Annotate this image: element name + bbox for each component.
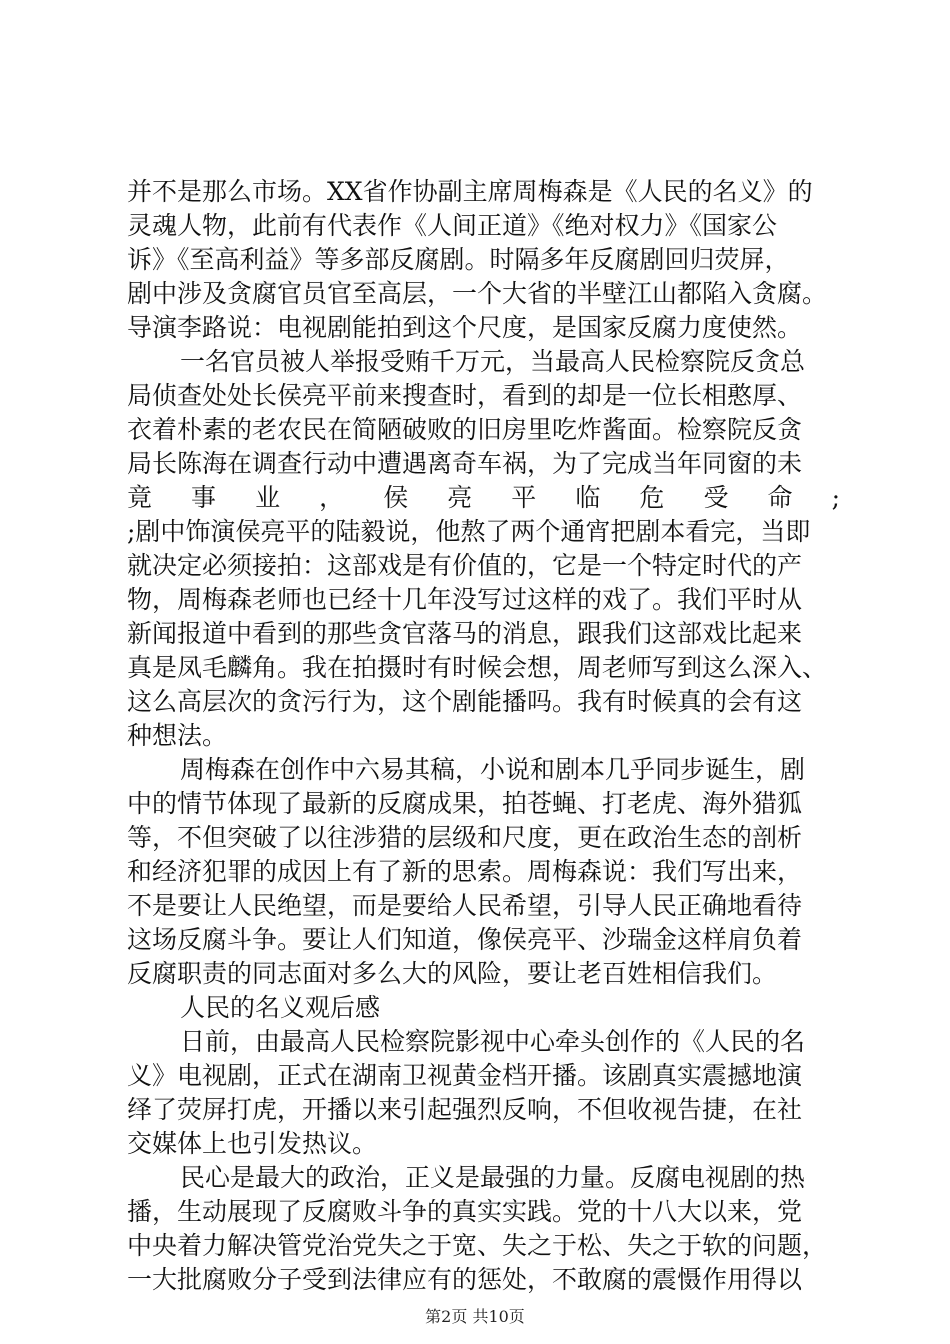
text-line: 等，不但突破了以往涉猎的层级和尺度，更在政治生态的剖析 <box>127 823 803 852</box>
text-line: 灵魂人物，此前有代表作《人间正道》《绝对权力》《国家公 <box>127 211 778 240</box>
paragraph-start-line: 一名官员被人举报受贿千万元，当最高人民检察院反贪总 <box>180 347 806 376</box>
text-line: 这场反腐斗争。要让人们知道，像侯亮平、沙瑞金这样肩负着 <box>127 925 803 954</box>
text-line: 并不是那么市场。XX省作协副主席周梅森是《人民的名义》的 <box>127 177 813 206</box>
text-line: 一大批腐败分子受到法律应有的惩处，不敢腐的震慑作用得以 <box>127 1265 803 1294</box>
text-line: 义》电视剧，正式在湖南卫视黄金档开播。该剧真实震撼地演 <box>127 1061 803 1090</box>
paragraph-start-line: 周梅森在创作中六易其稿，小说和剧本几乎同步诞生，剧 <box>180 755 806 784</box>
text-line: 衣着朴素的老农民在简陋破败的旧房里吃炸酱面。检察院反贪 <box>127 415 803 444</box>
text-line: 诉》《至高利益》等多部反腐剧。时隔多年反腐剧回归荧屏， <box>127 245 790 274</box>
text-line: 局长陈海在调查行动中遭遇离奇车祸，为了完成当年同窗的未 <box>127 449 803 478</box>
text-line: 反腐职责的同志面对多么大的风险，要让老百姓相信我们。 <box>127 959 778 988</box>
text-line: ;剧中饰演侯亮平的陆毅说，他熬了两个通宵把剧本看完，当即 <box>127 517 811 546</box>
text-line: 中的情节体现了最新的反腐成果，拍苍蝇、打老虎、海外猎狐 <box>127 789 803 818</box>
text-line: 物，周梅森老师也已经十几年没写过这样的戏了。我们平时从 <box>127 585 803 614</box>
text-line: 交媒体上也引发热议。 <box>127 1129 378 1158</box>
text-line: 播，生动展现了反腐败斗争的真实实践。党的十八大以来，党 <box>127 1197 803 1226</box>
text-line: 绎了荧屏打虎，开播以来引起强烈反响，不但收视告捷，在社 <box>127 1095 803 1124</box>
text-line: 和经济犯罪的成因上有了新的思索。周梅森说：我们写出来， <box>127 857 803 886</box>
text-line: 局侦查处处长侯亮平前来搜查时，看到的却是一位长相憨厚、 <box>127 381 803 410</box>
paragraph-start-line: 日前，由最高人民检察院影视中心牵头创作的《人民的名 <box>180 1027 806 1056</box>
paragraph-start-line: 民心是最大的政治，正义是最强的力量。反腐电视剧的热 <box>180 1163 806 1192</box>
section-heading: 人民的名义观后感 <box>180 993 381 1022</box>
text-line: 不是要让人民绝望，而是要给人民希望，引导人民正确地看待 <box>127 891 803 920</box>
text-line: 就决定必须接拍：这部戏是有价值的，它是一个特定时代的产 <box>127 551 803 580</box>
page-number-footer: 第2页 共10页 <box>425 1307 525 1326</box>
text-line: 导演李路说：电视剧能拍到这个尺度，是国家反腐力度使然。 <box>127 313 803 342</box>
text-line: 剧中涉及贪腐官员官至高层，一个大省的半壁江山都陷入贪腐。 <box>127 279 828 308</box>
text-line: 新闻报道中看到的那些贪官落马的消息，跟我们这部戏比起来 <box>127 619 803 648</box>
text-line: 真是凤毛麟角。我在拍摄时有时候会想，周老师写到这么深入、 <box>127 653 828 682</box>
text-line: 中央着力解决管党治党失之于宽、失之于松、失之于软的问题， <box>127 1231 828 1260</box>
text-line: 种想法。 <box>127 721 228 750</box>
text-line: 这么高层次的贪污行为，这个剧能播吗。我有时候真的会有这 <box>127 687 803 716</box>
text-line: 竟 事 业 ， 侯 亮 平 临 危 受 命 ; <box>127 483 840 512</box>
